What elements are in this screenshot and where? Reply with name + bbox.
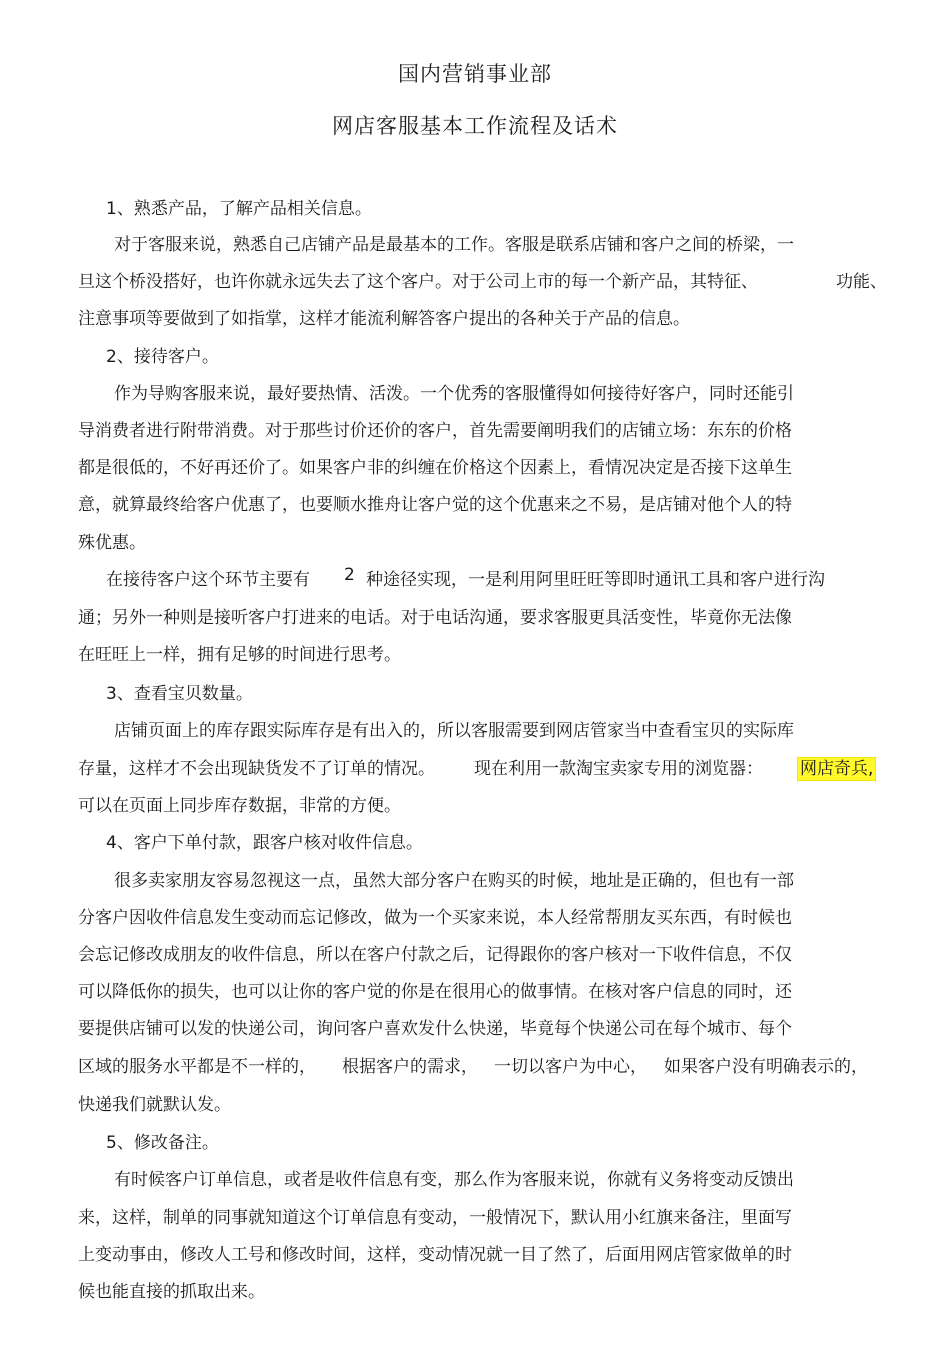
paragraph-line: 可以降低你的损失，也可以让你的客户觉的你是在很用心的做事情。在核对客户信息的同时，还 bbox=[78, 982, 792, 1002]
paragraph-line: 会忘记修改成朋友的收件信息，所以在客户付款之后，记得跟你的客户核对一下收件信息，不仅 bbox=[78, 945, 792, 965]
section-heading: 2、接待客户。 bbox=[106, 347, 219, 367]
paragraph-line: 来，这样，制单的同事就知道这个订单信息有变动，一般情况下，默认用小红旗来备注，里面写 bbox=[78, 1208, 792, 1228]
paragraph-line: 快递我们就默认发。 bbox=[78, 1095, 231, 1115]
highlight-mark: 网店奇兵, bbox=[797, 757, 876, 781]
paragraph-line: 要提供店铺可以发的快递公司，询问客户喜欢发什么快递，毕竟每个快递公司在每个城市、每个 bbox=[78, 1019, 792, 1039]
section-heading: 5、修改备注。 bbox=[106, 1133, 219, 1153]
section-heading: 3、查看宝贝数量。 bbox=[106, 684, 253, 704]
paragraph-line: 一切以客户为中心， bbox=[494, 1057, 647, 1077]
paragraph-line: 作为导购客服来说，最好要热情、活泼。一个优秀的客服懂得如何接待好客户，同时还能引 bbox=[114, 384, 794, 404]
paragraph-line: 很多卖家朋友容易忽视这一点，虽然大部分客户在购买的时候，地址是正确的，但也有一部 bbox=[114, 871, 794, 891]
paragraph-line: 如果客户没有明确表示的， bbox=[664, 1057, 868, 1077]
paragraph-line: 候也能直接的抓取出来。 bbox=[78, 1282, 265, 1302]
paragraph-line: 可以在页面上同步库存数据，非常的方便。 bbox=[78, 796, 401, 816]
paragraph-line: 存量，这样才不会出现缺货发不了订单的情况。 bbox=[78, 759, 435, 779]
paragraph-line: 对于客服来说，熟悉自己店铺产品是最基本的工作。客服是联系店铺和客户之间的桥梁，一 bbox=[114, 235, 794, 255]
paragraph-line: 注意事项等要做到了如指掌，这样才能流利解答客户提出的各种关于产品的信息。 bbox=[78, 309, 690, 329]
highlighted-text bbox=[797, 754, 876, 779]
section-heading: 1、熟悉产品，了解产品相关信息。 bbox=[106, 199, 372, 219]
paragraph-line: 通；另外一种则是接听客户打进来的电话。对于电话沟通，要求客服更具活变性，毕竟你无法像 bbox=[78, 608, 792, 628]
paragraph-line: 2 bbox=[344, 565, 355, 585]
paragraph-line: 有时候客户订单信息，或者是收件信息有变，那么作为客服来说，你就有义务将变动反馈出 bbox=[114, 1170, 794, 1190]
paragraph-line: 功能、 bbox=[836, 272, 887, 292]
paragraph-line: 在接待客户这个环节主要有 bbox=[106, 570, 310, 590]
section-heading: 4、客户下单付款，跟客户核对收件信息。 bbox=[106, 833, 423, 853]
paragraph-line: 都是很低的，不好再还价了。如果客户非的纠缠在价格这个因素上，看情况决定是否接下这单生 bbox=[78, 458, 792, 478]
paragraph-line: 在旺旺上一样，拥有足够的时间进行思考。 bbox=[78, 645, 401, 665]
paragraph-line: 种途径实现，一是利用阿里旺旺等即时通讯工具和客户进行沟 bbox=[366, 570, 825, 590]
paragraph-line: 店铺页面上的库存跟实际库存是有出入的，所以客服需要到网店管家当中查看宝贝的实际库 bbox=[114, 721, 794, 741]
paragraph-line: 上变动事由，修改人工号和修改时间，这样，变动情况就一目了然了，后面用网店管家做单的时 bbox=[78, 1245, 792, 1265]
department-heading: 国内营销事业部 bbox=[398, 62, 552, 86]
paragraph-line: 导消费者进行附带消费。对于那些讨价还价的客户，首先需要阐明我们的店铺立场：东东的价格 bbox=[78, 421, 792, 441]
paragraph-line: 现在利用一款淘宝卖家专用的浏览器： bbox=[474, 759, 763, 779]
document-title: 网店客服基本工作流程及话术 bbox=[332, 114, 618, 138]
paragraph-line: 旦这个桥没搭好，也许你就永远失去了这个客户。对于公司上市的每一个新产品，其特征、 bbox=[78, 272, 758, 292]
paragraph-line: 区域的服务水平都是不一样的， bbox=[78, 1057, 316, 1077]
paragraph-line: 分客户因收件信息发生变动而忘记修改，做为一个买家来说，本人经常帮朋友买东西，有时候也 bbox=[78, 908, 792, 928]
paragraph-line: 殊优惠。 bbox=[78, 533, 146, 553]
paragraph-line: 意，就算最终给客户优惠了，也要顺水推舟让客户觉的这个优惠来之不易，是店铺对他个人的特 bbox=[78, 495, 792, 515]
paragraph-line: 根据客户的需求， bbox=[342, 1057, 478, 1077]
